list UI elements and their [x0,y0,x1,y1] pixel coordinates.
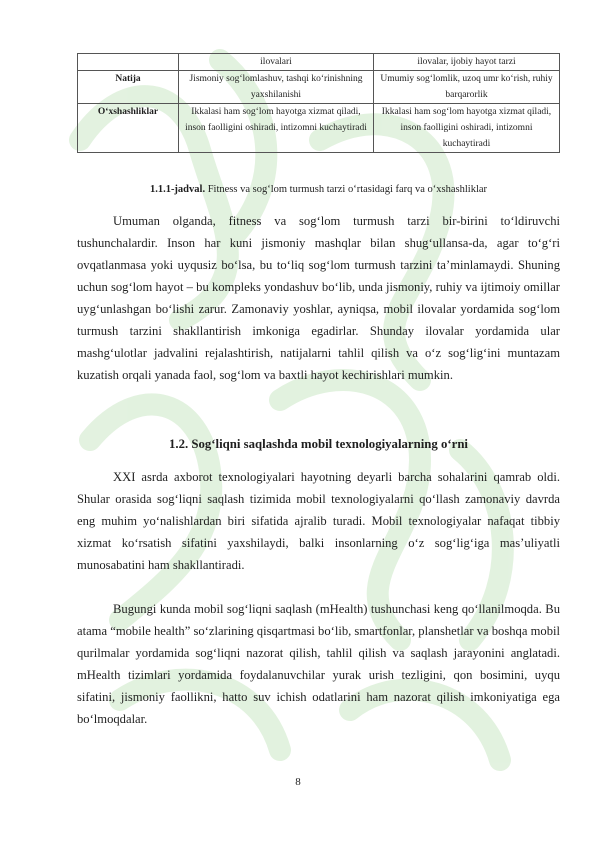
table-cell: ilovalari [179,54,374,71]
caption-text: Fitness va sog‘lom turmush tarzi o‘rtasidagi farq va o‘xshashliklar [205,184,488,195]
table-cell: Jismoniy sog‘lomlashuv, tashqi ko‘rinishning yaxshilanishi [179,71,374,104]
comparison-table [77,53,560,153]
caption-number: 1.1.1-jadval. [149,184,206,195]
table-row-label: O‘xshashliklar [78,104,179,153]
table-row-label: Natija [78,71,179,104]
section-heading: 1.2. Sog‘liqni saqlashda mobil texnologiyalarning o‘rni [168,437,468,451]
paragraph: Umuman olganda, fitness va sog‘lom turmush tarzi bir-birini to‘ldiruvchi tushunchalardir. Inson har kuni jismoniy mashqlar bilan shug‘ullansa-da, agar to‘g‘ri ovqatlanmasa yoki uyqusiz bo‘lsa, bu to‘liq sog‘lom turmush tarzini ta’minlamaydi. Shuning uchun sog‘lom hayot – bu kompleks yondashuv bo‘lib, unda jismoniy, ruhiy va ijtimoiy omillar uyg‘unlashgan bo‘lishi zarur. Zamonaviy yoshlar, ayniqsa, mobil ilovalar yordamida sog‘lom turmush tarzini shakllantirish imkoniga egadirlar. Shunday ilovalar yordamida ular mashg‘ulotlar jadvalini rejalashtirish, natijalarni tahlil qilish va o‘z sog‘lig‘ini muntazam kuzatish orqali yanada faol, sog‘lom va baxtli hayot kechirishlari mumkin. [77,214,560,382]
table-caption [77,184,560,195]
table-row [78,54,560,71]
page-number: 8 [295,776,301,788]
table-cell: ilovalar, ijobiy hayot tarzi [374,54,560,71]
paragraph: XXI asrda axborot texnologiyalari hayotning deyarli barcha sohalarini qamrab oldi. Shular orasida sog‘liqni saqlash tizimida mobil texnologiyalarni qo‘llash zamonaviy davrda eng muhim yo‘nalishlardan biri sifatida ajralib turadi. Mobil texnologiyalar nafaqat tibbiy xizmat ko‘rsatish sifatini yaxshilaydi, balki insonlarning o‘z sog‘lig‘iga mas’uliyatli munosabatini ham shakllantiradi. [77,470,560,572]
paragraph: Bugungi kunda mobil sog‘liqni saqlash (mHealth) tushunchasi keng qo‘llanilmoqda. Bu atama “mobile health” so‘zlarining qisqartmasi bo‘lib, smartfonlar, planshetlar va boshqa mobil qurilmalar yordamida sog‘liqni nazorat qilish, tahlil qilish va saqlash jarayonini anglatadi. mHealth tizimlari yordamida foydalanuvchilar yurak urish tezligini, qon bosimini, uyqu sifatini, jismoniy faollikni, hatto suv ichish odatlarini ham nazorat qilish imkoniyatiga ega bo‘lmoqdalar. [77,602,560,726]
table-cell: Ikkalasi ham sog‘lom hayotga xizmat qiladi, inson faolligini oshiradi, intizomni kuchaytiradi [374,104,560,153]
table-cell: Ikkalasi ham sog‘lom hayotga xizmat qiladi, inson faolligini oshiradi, intizomni kuchaytiradi [179,104,374,153]
table-row [78,104,560,153]
table-cell: Umumiy sog‘lomlik, uzoq umr ko‘rish, ruhiy barqarorlik [374,71,560,104]
table-cell [78,54,179,71]
table-row [78,71,560,104]
